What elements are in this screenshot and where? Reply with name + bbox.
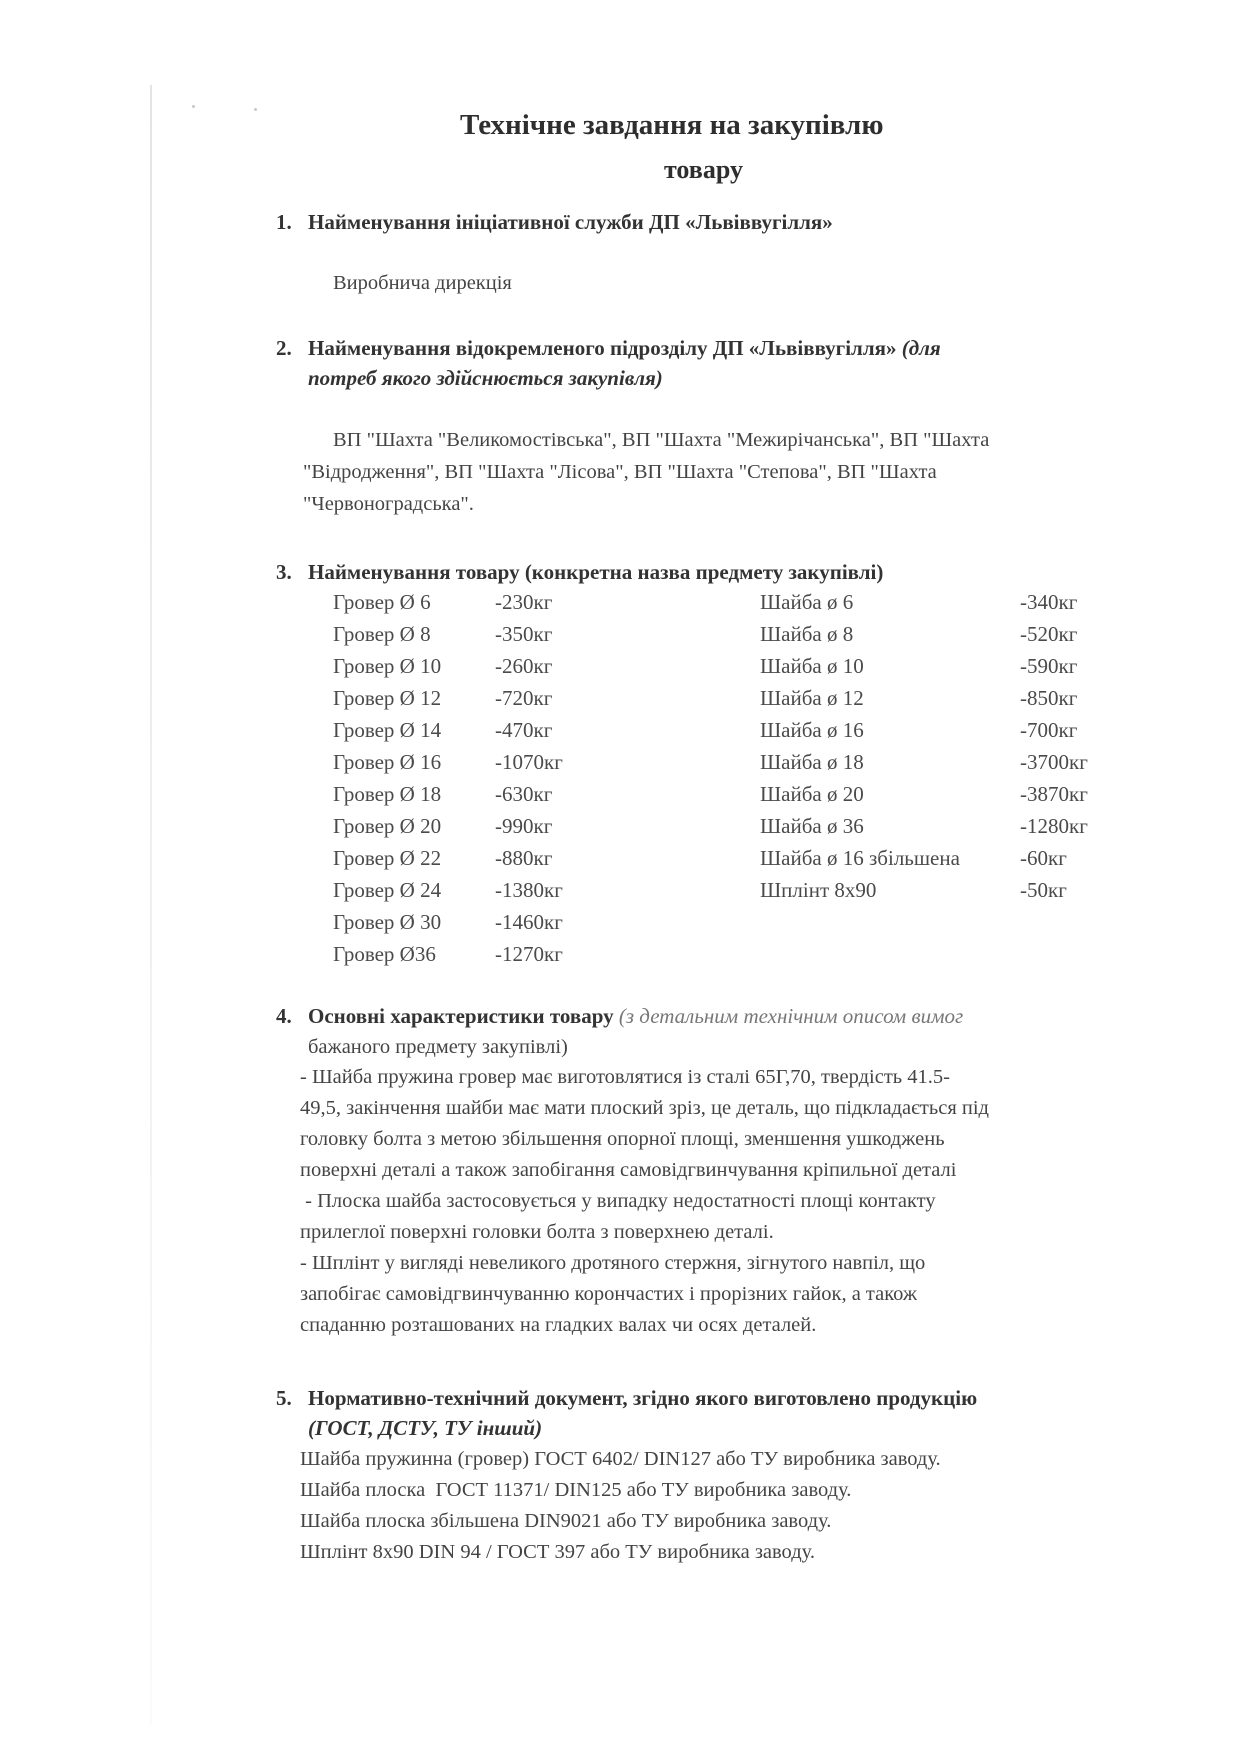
section-4-line: поверхні деталі а також запобігання самовідгвинчування кріпильної деталі	[300, 1159, 957, 1181]
scan-speck	[192, 105, 195, 108]
section-5-line: Шайба пружинна (гровер) ГОСТ 6402/ DIN127 або ТУ виробника заводу.	[300, 1448, 941, 1470]
item-quantity: -590кг	[1020, 654, 1078, 678]
item-quantity: -700кг	[1020, 718, 1078, 742]
section-4-title: Основні характеристики товару	[308, 1004, 614, 1028]
section-4-line: - Шплінт у вигляді невеликого дротяного стержня, зігнутого навпіл, що	[300, 1252, 926, 1274]
item-quantity: -850кг	[1020, 686, 1078, 710]
section-4-heading-line2: бажаного предмету закупівлі)	[308, 1036, 568, 1058]
item-name: Шайба ø 8	[760, 622, 854, 646]
item-quantity: -350кг	[495, 622, 553, 646]
section-4-line: 49,5, закінчення шайби має мати плоский зріз, це деталь, що підкладається під	[300, 1097, 989, 1119]
item-name: Гровер Ø 22	[333, 846, 442, 870]
section-4-number: 4.	[276, 1004, 292, 1028]
section-2-title: Найменування відокремленого підрозділу ДП «Львіввугілля»	[308, 336, 897, 360]
section-3-heading	[276, 557, 883, 587]
item-quantity: -880кг	[495, 846, 553, 870]
section-5-heading	[276, 1383, 1196, 1413]
item-quantity: -60кг	[1020, 846, 1067, 870]
item-name: Гровер Ø36	[333, 942, 436, 966]
items-list	[333, 586, 1133, 976]
section-4-line: - Шайба пружина гровер має виготовлятися із сталі 65Г,70, твердість 41.5-	[300, 1066, 950, 1088]
item-quantity: -1380кг	[495, 878, 563, 902]
section-1-title: Найменування ініціативної служби ДП «Львіввугілля»	[308, 210, 833, 234]
item-quantity: -630кг	[495, 782, 553, 806]
item-name: Шайба ø 18	[760, 750, 864, 774]
item-name: Шайба ø 36	[760, 814, 864, 838]
item-name: Гровер Ø 24	[333, 878, 442, 902]
section-5-line: Шплінт 8х90 DIN 94 / ГОСТ 397 або ТУ виробника заводу.	[300, 1541, 815, 1563]
item-quantity: -230кг	[495, 590, 553, 614]
section-2-text-line1: ВП "Шахта "Великомостівська", ВП "Шахта "Межирічанська", ВП "Шахта	[333, 429, 990, 451]
item-name: Гровер Ø 18	[333, 782, 442, 806]
item-quantity: -1270кг	[495, 942, 563, 966]
section-5-heading-line2	[308, 1413, 542, 1443]
section-2-text-line3: "Червоноградська".	[303, 493, 474, 515]
section-2-heading	[276, 333, 1176, 363]
item-quantity: -3700кг	[1020, 750, 1088, 774]
item-name: Шайба ø 16 збільшена	[760, 846, 960, 870]
section-1-value: Виробнича дирекція	[333, 272, 512, 294]
item-name: Гровер Ø 16	[333, 750, 442, 774]
section-4-line: прилеглої поверхні головки болта з поверхнею деталі.	[300, 1221, 774, 1243]
section-1-number: 1.	[276, 210, 292, 234]
item-quantity: -3870кг	[1020, 782, 1088, 806]
section-5-title: Нормативно-технічний документ, згідно якого виготовлено продукцію	[308, 1386, 978, 1410]
item-name: Шайба ø 12	[760, 686, 864, 710]
title-line-2: товару	[664, 155, 743, 184]
section-4-line: головку болта з метою збільшення опорної площі, зменшення ушкоджень	[300, 1128, 945, 1150]
section-3-title: Найменування товару (конкретна назва предмету закупівлі)	[308, 560, 884, 584]
section-4-title-italic: (з детальним технічним описом вимог	[618, 1004, 964, 1028]
section-5-text	[300, 1444, 1200, 1568]
scan-speck	[254, 108, 257, 111]
section-2-text-line2: "Відродження", ВП "Шахта "Лісова", ВП "Шахта "Степова", ВП "Шахта	[303, 461, 937, 483]
item-name: Шайба ø 10	[760, 654, 864, 678]
item-quantity: -340кг	[1020, 590, 1078, 614]
section-5-line: Шайба плоска ГОСТ 11371/ DIN125 або ТУ виробника заводу.	[300, 1479, 852, 1501]
item-name: Гровер Ø 20	[333, 814, 442, 838]
item-quantity: -470кг	[495, 718, 553, 742]
section-5-title-italic: (ГОСТ, ДСТУ, ТУ інший)	[308, 1416, 543, 1440]
section-5-line: Шайба плоска збільшена DIN9021 або ТУ виробника заводу.	[300, 1510, 832, 1532]
title-line-1: Технічне завдання на закупівлю	[460, 109, 884, 141]
item-name: Шайба ø 20	[760, 782, 864, 806]
item-name: Гровер Ø 8	[333, 622, 431, 646]
item-name: Шайба ø 6	[760, 590, 854, 614]
section-2-number: 2.	[276, 336, 292, 360]
section-4-line: спаданню розташованих на гладких валах чи осях деталей.	[300, 1314, 817, 1336]
item-name: Шайба ø 16	[760, 718, 864, 742]
section-4-heading	[276, 1001, 1176, 1031]
section-5-number: 5.	[276, 1386, 292, 1410]
item-name: Шплінт 8х90	[760, 878, 877, 902]
item-quantity: -1460кг	[495, 910, 563, 934]
section-4-line: запобігає самовідгвинчуванню корончастих і прорізних гайок, а також	[300, 1283, 918, 1305]
item-quantity: -520кг	[1020, 622, 1078, 646]
section-4-text	[300, 1062, 1200, 1341]
item-quantity: -50кг	[1020, 878, 1067, 902]
item-name: Гровер Ø 30	[333, 910, 442, 934]
item-quantity: -990кг	[495, 814, 553, 838]
section-1-heading	[276, 207, 833, 237]
item-quantity: -1280кг	[1020, 814, 1088, 838]
section-2-title-italic: (для	[901, 336, 941, 360]
section-3-number: 3.	[276, 560, 292, 584]
section-4-line: - Плоска шайба застосовується у випадку недостатності площі контакту	[300, 1190, 936, 1212]
item-name: Гровер Ø 12	[333, 686, 442, 710]
item-quantity: -260кг	[495, 654, 553, 678]
scan-margin-line	[150, 85, 152, 1725]
section-2-heading-line2	[308, 363, 663, 393]
item-name: Гровер Ø 10	[333, 654, 442, 678]
item-quantity: -1070кг	[495, 750, 563, 774]
item-name: Гровер Ø 14	[333, 718, 442, 742]
item-quantity: -720кг	[495, 686, 553, 710]
section-2-title-italic-line2: потреб якого здійснюється закупівля)	[308, 366, 663, 390]
item-name: Гровер Ø 6	[333, 590, 431, 614]
